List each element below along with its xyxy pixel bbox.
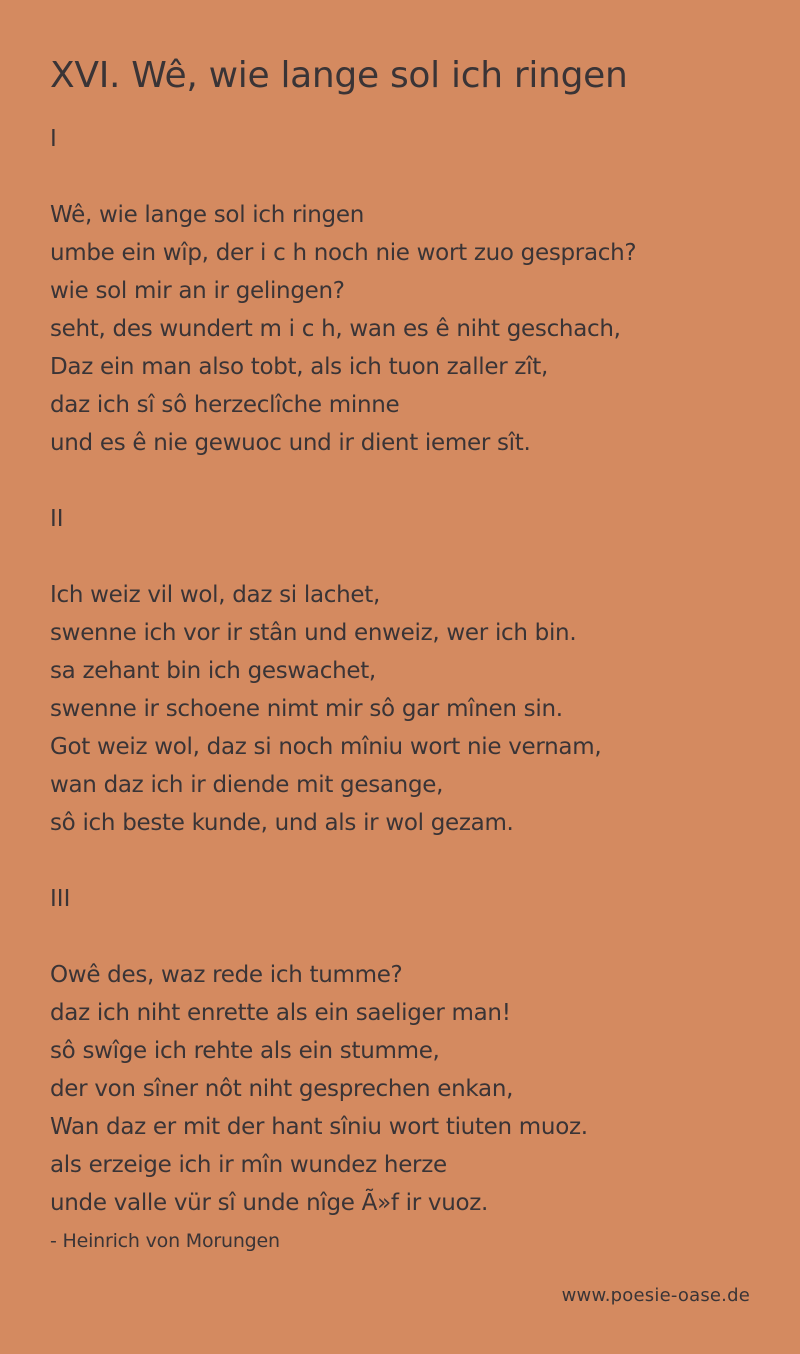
poem-line: daz ich sî sô herzeclîche minne: [50, 392, 400, 418]
poem-line: Wê, wie lange sol ich ringen: [50, 202, 364, 228]
stanza-2: [50, 576, 770, 842]
poem-line: Ich weiz vil wol, daz si lachet,: [50, 582, 380, 608]
poem-line: daz ich niht enrette als ein saeliger man!: [50, 1000, 511, 1026]
poem-line: Daz ein man also tobt, als ich tuon zaller zît,: [50, 354, 548, 380]
stanza-2-number: II: [50, 506, 64, 532]
website-link[interactable]: www.poesie-oase.de: [561, 1285, 750, 1306]
poem-line: swenne ich vor ir stân und enweiz, wer ich bin.: [50, 620, 577, 646]
poem-author: - Heinrich von Morungen: [50, 1230, 280, 1252]
poem-line: wie sol mir an ir gelingen?: [50, 278, 345, 304]
poem-line: als erzeige ich ir mîn wundez herze: [50, 1152, 447, 1178]
poem-line: und es ê nie gewuoc und ir dient iemer sît.: [50, 430, 531, 456]
stanza-3-number: III: [50, 886, 71, 912]
stanza-3: [50, 956, 770, 1222]
poem-line: wan daz ich ir diende mit gesange,: [50, 772, 444, 798]
poem-line: der von sîner nôt niht gesprechen enkan,: [50, 1076, 514, 1102]
stanza-1: [50, 196, 770, 462]
stanza-1-number: I: [50, 126, 57, 152]
poem-line: Got weiz wol, daz si noch mîniu wort nie vernam,: [50, 734, 602, 760]
poem-page: [50, 52, 770, 1256]
poem-line: sa zehant bin ich geswachet,: [50, 658, 376, 684]
poem-line: sô swîge ich rehte als ein stumme,: [50, 1038, 440, 1064]
poem-line: unde valle vür sî unde nîge Ã»f ir vuoz.: [50, 1190, 489, 1216]
poem-line: swenne ir schoene nimt mir sô gar mînen sin.: [50, 696, 563, 722]
poem-line: Wan daz er mit der hant sîniu wort tiuten muoz.: [50, 1114, 588, 1140]
poem-line: umbe ein wîp, der i c h noch nie wort zuo gesprach?: [50, 240, 637, 266]
poem-title: XVI. Wê, wie lange sol ich ringen: [50, 55, 628, 96]
poem-line: sô ich beste kunde, und als ir wol gezam.: [50, 810, 514, 836]
poem-line: seht, des wundert m i c h, wan es ê niht geschach,: [50, 316, 621, 342]
poem-line: Owê des, waz rede ich tumme?: [50, 962, 403, 988]
